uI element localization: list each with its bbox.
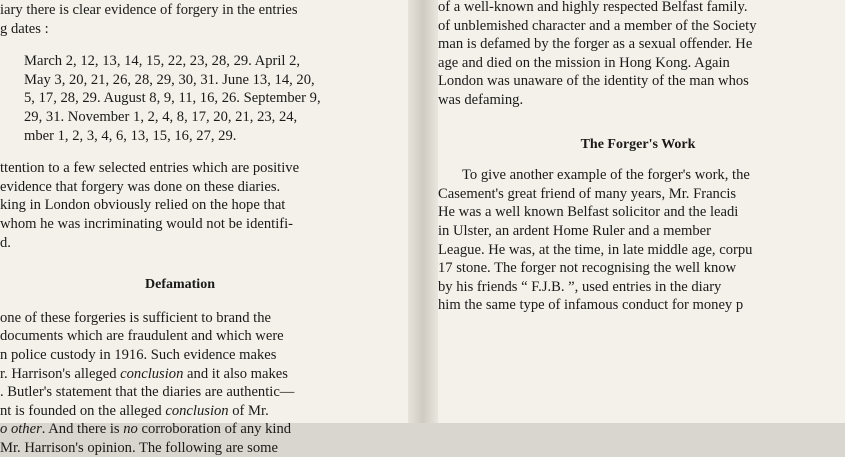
text-line: in Ulster, an ardent Home Ruler and a member: [438, 222, 711, 239]
text-line: of unblemished character and a member of the Society: [438, 17, 757, 34]
text-line: age and died on the mission in Hong Kong. Again: [438, 54, 730, 71]
text-line: . Butler's statement that the diaries are authentic—: [0, 384, 295, 401]
text-line: 17 stone. The forger not recognising the well know: [438, 260, 737, 277]
dates-line: May 3, 20, 21, 26, 28, 29, 30, 31. June 13, 14, 20,: [24, 71, 315, 88]
section-heading-forgers-work: The Forger's Work: [580, 136, 696, 152]
text-line: Mr. Harrison's opinion. The following are some: [0, 439, 278, 456]
text-line: Casement's great friend of many years, Mr. Francis: [438, 185, 737, 202]
dates-line: 5, 17, 28, 29. August 8, 9, 11, 16, 26. September 9,: [24, 90, 321, 107]
text-line: whom he was incriminating would not be identifi-: [0, 215, 294, 232]
text-line: o other. And there is no corroboration of any kind: [0, 421, 292, 438]
book-gutter: [408, 0, 438, 423]
text-line: one of these forgeries is sufficient to brand the: [0, 309, 271, 326]
dates-line: mber 1, 2, 3, 4, 6, 13, 15, 16, 27, 29.: [24, 127, 237, 144]
text-line: documents which are fraudulent and which were: [0, 328, 284, 345]
text-line: iary there is clear evidence of forgery in the entries: [0, 2, 298, 18]
text-line: d.: [0, 234, 11, 251]
text-line: He was a well known Belfast solicitor and the leadi: [438, 204, 739, 221]
dates-line: March 2, 12, 13, 14, 15, 22, 23, 28, 29. April 2,: [24, 53, 301, 70]
text-line: League. He was, at the time, in late middle age, corpu: [438, 241, 753, 258]
text-line: r. Harrison's alleged conclusion and it also makes: [0, 365, 288, 382]
text-line: nt is founded on the alleged conclusion of Mr.: [0, 402, 269, 419]
text-line: To give another example of the forger's work, the: [462, 167, 750, 184]
left-page: [0, 0, 408, 456]
forged-dates-list: [0, 52, 408, 145]
section-heading-defamation: Defamation: [145, 277, 215, 293]
text-line: evidence that forgery was done on these diaries.: [0, 178, 281, 195]
text-line: ttention to a few selected entries which are positive: [0, 160, 300, 177]
text-line: was defaming.: [438, 91, 524, 108]
left-text-column: [0, 1, 408, 457]
text-line: of a well-known and highly respected Belfast family.: [438, 0, 748, 15]
text-line: him the same type of infamous conduct for money p: [438, 297, 744, 314]
text-line: man is defamed by the forger as a sexual offender. He: [438, 36, 753, 53]
text-line: London was unaware of the identity of the man whos: [438, 73, 749, 90]
dates-line: 29, 31. November 1, 2, 4, 8, 17, 20, 21, 23, 24,: [24, 108, 298, 125]
text-line: n police custody in 1916. Such evidence makes: [0, 346, 277, 363]
text-line: king in London obviously relied on the hope that: [0, 197, 286, 214]
right-text-column: [438, 0, 845, 315]
text-line: g dates :: [0, 20, 49, 37]
text-line: by his friends “ F.J.B. ”, used entries in the diary: [438, 278, 722, 295]
right-page: [438, 0, 845, 423]
